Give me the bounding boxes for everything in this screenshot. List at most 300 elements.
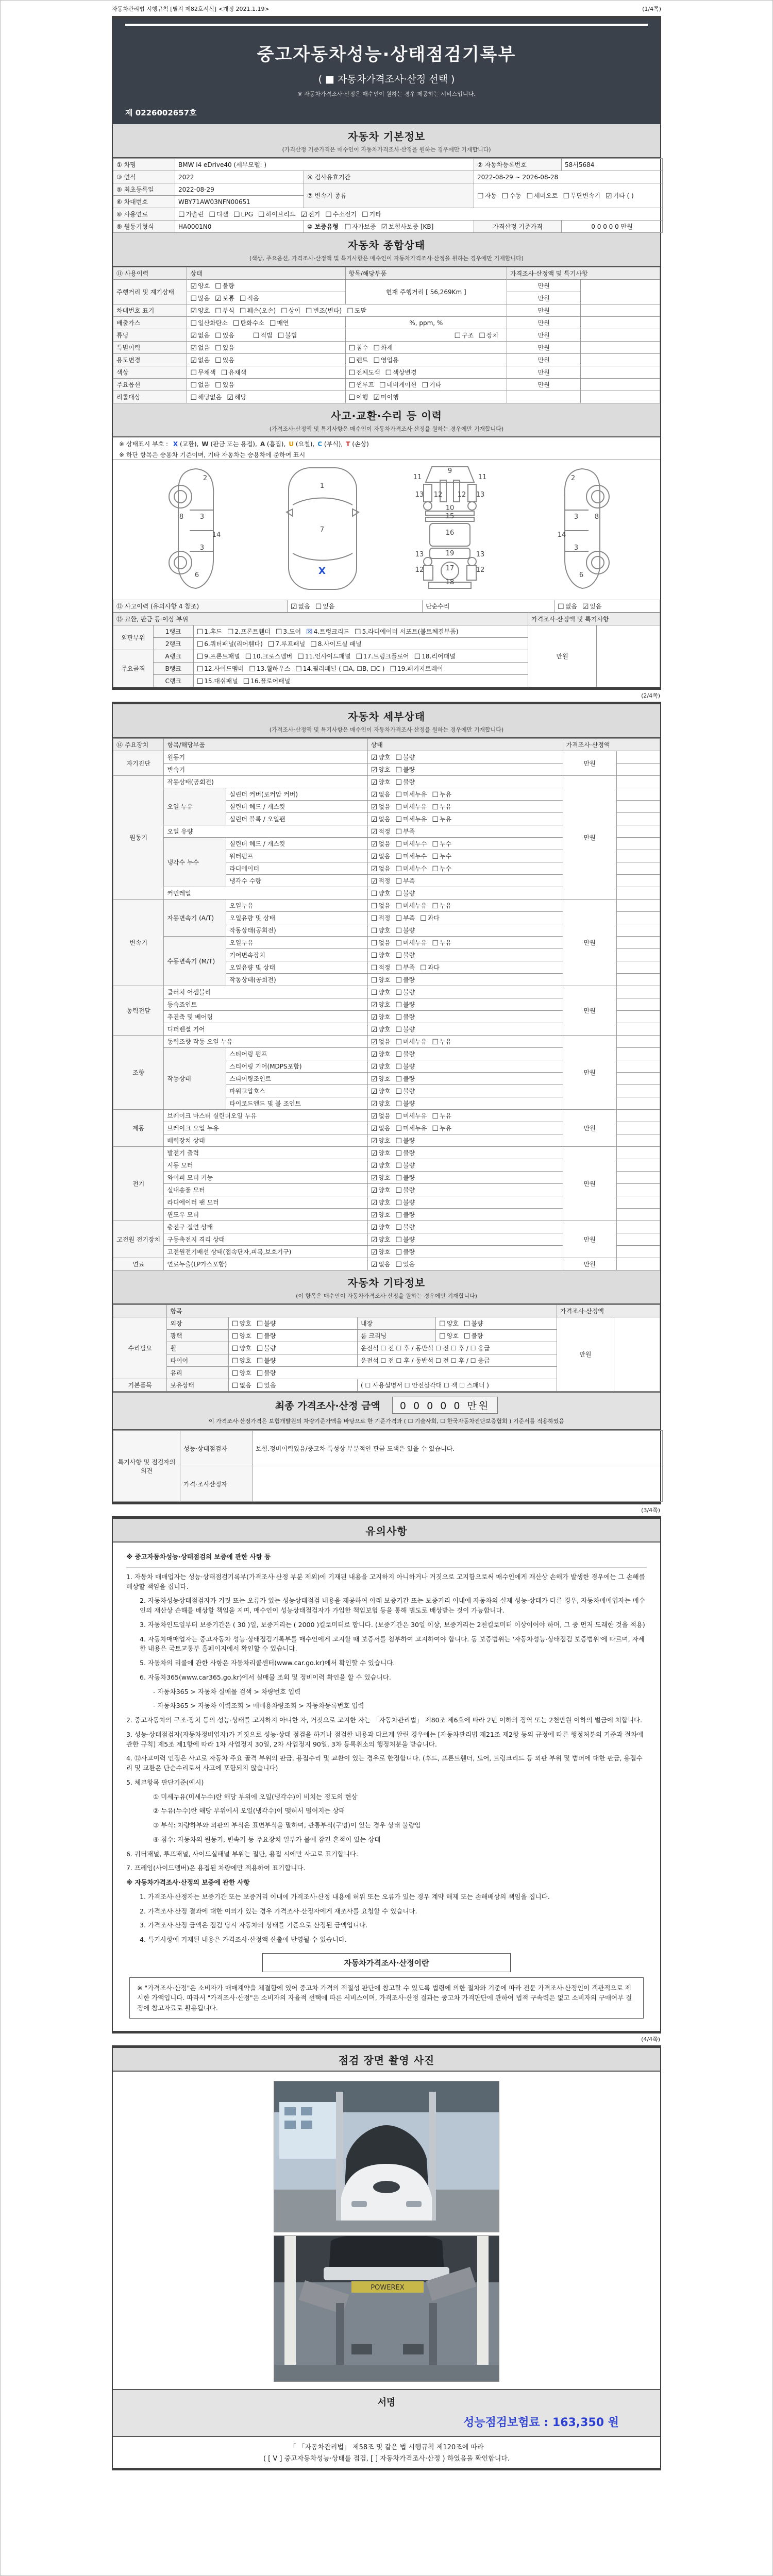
- checkbox-option[interactable]: [371, 1198, 391, 1207]
- checkbox-option[interactable]: [257, 1356, 276, 1365]
- checked-checkbox-icon[interactable]: ☑: [371, 1100, 378, 1108]
- checked-checkbox-icon[interactable]: ☑: [371, 853, 378, 861]
- unchecked-checkbox-icon[interactable]: ☐: [371, 976, 378, 985]
- unchecked-checkbox-icon[interactable]: ☐: [215, 307, 222, 315]
- checkbox-option[interactable]: [395, 1049, 415, 1058]
- checkbox-option[interactable]: [390, 664, 443, 673]
- checkbox-option[interactable]: [395, 901, 427, 910]
- unchecked-checkbox-icon[interactable]: ☐: [463, 1320, 470, 1328]
- checkbox-option[interactable]: [395, 802, 427, 811]
- checked-checkbox-icon[interactable]: ☑: [371, 1224, 378, 1232]
- unchecked-checkbox-icon[interactable]: ☐: [395, 1100, 402, 1108]
- unchecked-checkbox-icon[interactable]: ☐: [395, 1248, 402, 1257]
- checkbox-option[interactable]: [395, 1124, 427, 1132]
- checkbox-option[interactable]: [371, 988, 391, 996]
- checkbox-option[interactable]: [276, 627, 301, 636]
- checkbox-option[interactable]: [395, 988, 415, 996]
- unchecked-checkbox-icon[interactable]: ☐: [390, 665, 397, 673]
- checkbox-option[interactable]: [232, 1331, 251, 1340]
- unchecked-checkbox-icon[interactable]: ☐: [371, 952, 378, 960]
- checkbox-option[interactable]: [395, 1148, 415, 1157]
- unchecked-checkbox-icon[interactable]: ☐: [395, 1001, 402, 1009]
- checked-checkbox-icon[interactable]: ☑: [371, 1174, 378, 1182]
- checkbox-option[interactable]: [371, 1037, 391, 1046]
- checked-checkbox-icon[interactable]: ☑: [300, 211, 307, 219]
- checkbox-option[interactable]: [395, 852, 427, 860]
- unchecked-checkbox-icon[interactable]: ☐: [190, 394, 197, 402]
- unchecked-checkbox-icon[interactable]: ☐: [420, 914, 427, 923]
- checkbox-option[interactable]: [395, 839, 427, 848]
- checkbox-option[interactable]: [395, 815, 427, 823]
- checkbox-option[interactable]: [371, 1235, 391, 1244]
- checkbox-option[interactable]: [243, 676, 291, 685]
- checkbox-option[interactable]: [209, 210, 228, 218]
- checkbox-option[interactable]: [395, 1173, 415, 1182]
- checkbox-option[interactable]: [300, 210, 320, 218]
- unchecked-checkbox-icon[interactable]: ☐: [395, 1174, 402, 1182]
- checkbox-option[interactable]: [232, 1356, 251, 1365]
- checkbox-option[interactable]: [454, 331, 474, 340]
- unchecked-checkbox-icon[interactable]: ☐: [281, 307, 288, 315]
- checked-checkbox-icon[interactable]: ☑: [605, 192, 612, 200]
- checkbox-option[interactable]: [178, 210, 204, 218]
- unchecked-checkbox-icon[interactable]: ☐: [178, 211, 185, 219]
- checked-checkbox-icon[interactable]: ☑: [371, 1199, 378, 1207]
- checked-checkbox-icon[interactable]: ☑: [371, 1162, 378, 1170]
- checked-checkbox-icon[interactable]: ☑: [371, 1149, 378, 1158]
- checkbox-option[interactable]: [395, 1260, 415, 1268]
- unchecked-checkbox-icon[interactable]: ☐: [558, 603, 564, 611]
- unchecked-checkbox-icon[interactable]: ☐: [232, 319, 240, 328]
- checkbox-option[interactable]: [190, 368, 215, 377]
- unchecked-checkbox-icon[interactable]: ☐: [395, 828, 402, 836]
- checkbox-option[interactable]: [371, 753, 391, 761]
- checkbox-option[interactable]: [190, 306, 210, 315]
- checkbox-option[interactable]: [245, 652, 293, 660]
- unchecked-checkbox-icon[interactable]: ☐: [305, 307, 312, 315]
- unchecked-checkbox-icon[interactable]: ☐: [249, 665, 256, 673]
- unchecked-checkbox-icon[interactable]: ☐: [231, 1320, 239, 1328]
- checkbox-option[interactable]: [215, 343, 234, 352]
- checkbox-option[interactable]: [295, 664, 384, 673]
- unchecked-checkbox-icon[interactable]: ☐: [362, 211, 368, 219]
- unchecked-checkbox-icon[interactable]: ☐: [454, 332, 461, 340]
- unchecked-checkbox-icon[interactable]: ☐: [215, 344, 222, 352]
- checkbox-option[interactable]: [371, 951, 391, 959]
- unchecked-checkbox-icon[interactable]: ☐: [395, 1137, 402, 1145]
- checkbox-option[interactable]: [371, 1111, 391, 1120]
- checkbox-option[interactable]: [395, 1087, 415, 1095]
- checkbox-option[interactable]: [432, 864, 451, 873]
- checkbox-option[interactable]: [395, 1198, 415, 1207]
- unchecked-checkbox-icon[interactable]: ☐: [439, 1332, 446, 1341]
- checkbox-option[interactable]: [257, 1319, 276, 1328]
- checked-checkbox-icon[interactable]: ☑: [371, 766, 378, 774]
- unchecked-checkbox-icon[interactable]: ☐: [215, 381, 222, 389]
- checked-checkbox-icon[interactable]: ☑: [227, 394, 233, 402]
- checkbox-option[interactable]: [291, 602, 310, 611]
- unchecked-checkbox-icon[interactable]: ☐: [526, 192, 533, 200]
- unchecked-checkbox-icon[interactable]: ☐: [501, 192, 509, 200]
- checkbox-option[interactable]: [606, 191, 634, 200]
- checkbox-option[interactable]: [253, 331, 273, 340]
- checked-checkbox-icon[interactable]: ☑: [371, 1137, 378, 1145]
- checkbox-option[interactable]: [395, 913, 415, 922]
- unchecked-checkbox-icon[interactable]: ☐: [373, 344, 380, 352]
- unchecked-checkbox-icon[interactable]: ☐: [256, 1320, 263, 1328]
- checkbox-option[interactable]: [432, 802, 451, 811]
- checkbox-option[interactable]: [297, 652, 350, 660]
- checked-checkbox-icon[interactable]: ☑: [582, 603, 589, 611]
- checkbox-option[interactable]: [395, 1210, 415, 1219]
- checkbox-option[interactable]: [432, 901, 451, 910]
- checkbox-option[interactable]: [439, 1319, 459, 1328]
- checkbox-option[interactable]: [371, 827, 391, 836]
- unchecked-checkbox-icon[interactable]: ☐: [196, 665, 204, 673]
- checkbox-option[interactable]: [197, 664, 244, 673]
- checked-checkbox-icon[interactable]: ☑: [371, 865, 378, 873]
- checked-checkbox-icon[interactable]: ☑: [371, 803, 378, 811]
- checkbox-option[interactable]: [371, 963, 391, 972]
- unchecked-checkbox-icon[interactable]: ☐: [256, 1369, 263, 1378]
- checkbox-option[interactable]: [257, 1331, 276, 1340]
- unchecked-checkbox-icon[interactable]: ☐: [395, 766, 402, 774]
- checkbox-option[interactable]: [190, 331, 210, 340]
- checkbox-option[interactable]: [349, 355, 368, 364]
- unchecked-checkbox-icon[interactable]: ☐: [563, 192, 570, 200]
- unchecked-checkbox-icon[interactable]: ☐: [395, 1236, 402, 1244]
- checked-checkbox-icon[interactable]: ☑: [371, 754, 378, 762]
- unchecked-checkbox-icon[interactable]: ☐: [231, 1369, 239, 1378]
- checkbox-option[interactable]: [371, 1074, 391, 1083]
- unchecked-checkbox-icon[interactable]: ☐: [231, 1357, 239, 1365]
- unchecked-checkbox-icon[interactable]: ☐: [190, 295, 197, 303]
- unchecked-checkbox-icon[interactable]: ☐: [215, 357, 222, 365]
- unchecked-checkbox-icon[interactable]: ☐: [395, 989, 402, 997]
- unchecked-checkbox-icon[interactable]: ☐: [395, 754, 402, 762]
- checkbox-option[interactable]: [371, 802, 391, 811]
- checkbox-option[interactable]: [395, 926, 415, 935]
- unchecked-checkbox-icon[interactable]: ☐: [414, 653, 421, 661]
- unchecked-checkbox-icon[interactable]: ☐: [395, 865, 402, 873]
- unchecked-checkbox-icon[interactable]: ☐: [315, 603, 322, 611]
- checkbox-option[interactable]: [395, 951, 415, 959]
- checkbox-option[interactable]: [439, 1331, 459, 1340]
- checkbox-option[interactable]: [371, 889, 391, 897]
- unchecked-checkbox-icon[interactable]: ☐: [221, 369, 228, 377]
- unchecked-checkbox-icon[interactable]: ☐: [395, 964, 402, 972]
- unchecked-checkbox-icon[interactable]: ☐: [371, 927, 378, 935]
- checkbox-option[interactable]: [257, 1368, 276, 1377]
- checkbox-option[interactable]: [371, 1124, 391, 1132]
- unchecked-checkbox-icon[interactable]: ☐: [477, 192, 484, 200]
- checked-checkbox-icon[interactable]: ☑: [371, 1187, 378, 1195]
- checkbox-option[interactable]: [371, 901, 391, 910]
- checkbox-option[interactable]: [371, 1161, 391, 1170]
- unchecked-checkbox-icon[interactable]: ☐: [395, 1088, 402, 1096]
- checkbox-option[interactable]: [420, 913, 440, 922]
- unchecked-checkbox-icon[interactable]: ☐: [258, 211, 265, 219]
- checkbox-option[interactable]: [233, 318, 264, 327]
- checkbox-option[interactable]: [371, 1260, 391, 1268]
- checkbox-option[interactable]: [464, 1331, 483, 1340]
- unchecked-checkbox-icon[interactable]: ☐: [209, 211, 215, 219]
- checkbox-option[interactable]: [371, 1000, 391, 1009]
- unchecked-checkbox-icon[interactable]: ☐: [395, 927, 402, 935]
- unchecked-checkbox-icon[interactable]: ☐: [310, 640, 317, 649]
- unchecked-checkbox-icon[interactable]: ☐: [395, 914, 402, 923]
- checkbox-option[interactable]: [395, 1111, 427, 1120]
- unchecked-checkbox-icon[interactable]: ☐: [395, 1038, 402, 1046]
- checked-checkbox-icon[interactable]: ☑: [371, 791, 378, 799]
- unchecked-checkbox-icon[interactable]: ☐: [295, 665, 302, 673]
- checkbox-option[interactable]: [422, 380, 441, 389]
- checkbox-option[interactable]: [258, 210, 296, 218]
- checkbox-option[interactable]: [371, 852, 391, 860]
- checkbox-option[interactable]: [373, 343, 393, 352]
- checkbox-option[interactable]: [349, 343, 368, 352]
- checkbox-option[interactable]: [257, 1381, 276, 1389]
- unchecked-checkbox-icon[interactable]: ☐: [256, 1332, 263, 1341]
- checkbox-option[interactable]: [464, 1319, 483, 1328]
- unchecked-checkbox-icon[interactable]: ☐: [348, 381, 356, 389]
- checkbox-option[interactable]: [215, 306, 234, 315]
- checkbox-option[interactable]: [325, 210, 357, 218]
- checkbox-option[interactable]: [395, 1037, 427, 1046]
- unchecked-checkbox-icon[interactable]: ☐: [395, 1224, 402, 1232]
- checkbox-option[interactable]: [190, 380, 210, 389]
- checkbox-option[interactable]: [395, 1000, 415, 1009]
- unchecked-checkbox-icon[interactable]: ☐: [432, 803, 439, 811]
- checkbox-option[interactable]: [215, 331, 234, 340]
- checkbox-option[interactable]: [190, 281, 210, 290]
- unchecked-checkbox-icon[interactable]: ☐: [432, 939, 439, 947]
- unchecked-checkbox-icon[interactable]: ☐: [348, 357, 356, 365]
- unchecked-checkbox-icon[interactable]: ☐: [196, 677, 204, 686]
- unchecked-checkbox-icon[interactable]: ☐: [371, 914, 378, 923]
- unchecked-checkbox-icon[interactable]: ☐: [371, 989, 378, 997]
- checkbox-option[interactable]: [197, 652, 240, 660]
- unchecked-checkbox-icon[interactable]: ☐: [215, 282, 222, 291]
- checkbox-option[interactable]: [371, 1025, 391, 1033]
- checkbox-option[interactable]: [347, 306, 366, 315]
- checkbox-option[interactable]: [227, 393, 246, 401]
- unchecked-checkbox-icon[interactable]: ☐: [379, 381, 386, 389]
- unchecked-checkbox-icon[interactable]: ☐: [385, 369, 392, 377]
- checkbox-option[interactable]: [227, 627, 271, 636]
- unchecked-checkbox-icon[interactable]: ☐: [190, 381, 197, 389]
- checked-checkbox-icon[interactable]: ☑: [190, 357, 197, 365]
- checkbox-option[interactable]: [395, 1223, 415, 1231]
- checkbox-option[interactable]: [432, 1037, 451, 1046]
- checkbox-option[interactable]: [395, 975, 415, 984]
- checkbox-option[interactable]: [371, 926, 391, 935]
- checked-checkbox-icon[interactable]: ☑: [371, 778, 378, 787]
- unchecked-checkbox-icon[interactable]: ☐: [325, 211, 332, 219]
- checkbox-option[interactable]: [371, 777, 391, 786]
- checkbox-option[interactable]: [395, 827, 415, 836]
- checkbox-option[interactable]: [371, 839, 391, 848]
- unchecked-checkbox-icon[interactable]: ☐: [371, 939, 378, 947]
- checkbox-option[interactable]: [432, 839, 451, 848]
- checkbox-option[interactable]: [249, 664, 290, 673]
- unchecked-checkbox-icon[interactable]: ☐: [422, 381, 429, 389]
- checkbox-option[interactable]: [371, 938, 391, 947]
- unchecked-checkbox-icon[interactable]: ☐: [395, 952, 402, 960]
- checkbox-option[interactable]: [215, 380, 234, 389]
- unchecked-checkbox-icon[interactable]: ☐: [395, 1050, 402, 1059]
- checkbox-option[interactable]: [356, 652, 409, 660]
- unchecked-checkbox-icon[interactable]: ☐: [269, 319, 276, 328]
- unchecked-checkbox-icon[interactable]: ☐: [395, 1063, 402, 1071]
- checkbox-option[interactable]: [395, 876, 415, 885]
- checkbox-option[interactable]: [371, 975, 391, 984]
- checked-checkbox-icon[interactable]: ☑: [371, 840, 378, 849]
- unchecked-checkbox-icon[interactable]: ☐: [395, 840, 402, 849]
- checked-checkbox-icon[interactable]: ☑: [371, 1026, 378, 1034]
- checked-checkbox-icon[interactable]: ☑: [371, 828, 378, 836]
- unchecked-checkbox-icon[interactable]: ☐: [348, 344, 356, 352]
- unchecked-checkbox-icon[interactable]: ☐: [347, 307, 354, 315]
- unchecked-checkbox-icon[interactable]: ☐: [371, 902, 378, 910]
- unchecked-checkbox-icon[interactable]: ☐: [432, 840, 439, 849]
- checkbox-option[interactable]: [362, 210, 381, 218]
- checkbox-option[interactable]: [432, 815, 451, 823]
- checked-checkbox-icon[interactable]: ☑: [371, 816, 378, 824]
- checkbox-option[interactable]: [197, 639, 263, 648]
- unchecked-checkbox-icon[interactable]: ☐: [371, 890, 378, 898]
- checked-checkbox-icon[interactable]: ☑: [371, 1125, 378, 1133]
- unchecked-checkbox-icon[interactable]: ☐: [395, 976, 402, 985]
- checked-checkbox-icon[interactable]: ☑: [190, 282, 197, 291]
- checkbox-option[interactable]: [395, 938, 427, 947]
- checkbox-option[interactable]: [232, 1344, 251, 1352]
- checkbox-option[interactable]: [379, 380, 417, 389]
- unchecked-checkbox-icon[interactable]: ☐: [277, 332, 284, 340]
- checkbox-option[interactable]: [349, 393, 368, 401]
- checkbox-option[interactable]: [240, 306, 276, 315]
- checkbox-option[interactable]: [268, 639, 305, 648]
- unchecked-checkbox-icon[interactable]: ☐: [479, 332, 485, 340]
- unchecked-checkbox-icon[interactable]: ☐: [196, 628, 204, 636]
- unchecked-checkbox-icon[interactable]: ☐: [190, 369, 197, 377]
- checkbox-option[interactable]: [190, 393, 222, 401]
- checkbox-option[interactable]: [395, 777, 415, 786]
- unchecked-checkbox-icon[interactable]: ☐: [256, 1357, 263, 1365]
- checkbox-option[interactable]: [278, 331, 297, 340]
- checked-checkbox-icon[interactable]: ☑: [290, 603, 297, 611]
- checked-checkbox-icon[interactable]: ☑: [371, 1013, 378, 1022]
- checkbox-option[interactable]: [240, 294, 259, 302]
- checkbox-option[interactable]: [395, 1074, 415, 1083]
- checkbox-option[interactable]: [432, 1111, 451, 1120]
- checkbox-option[interactable]: [371, 1049, 391, 1058]
- unchecked-checkbox-icon[interactable]: ☐: [395, 1149, 402, 1158]
- checkbox-option[interactable]: [371, 815, 391, 823]
- unchecked-checkbox-icon[interactable]: ☐: [231, 1345, 239, 1353]
- unchecked-checkbox-icon[interactable]: ☐: [243, 677, 250, 686]
- unchecked-checkbox-icon[interactable]: ☐: [344, 223, 351, 231]
- checkbox-option[interactable]: [281, 306, 300, 315]
- checked-checkbox-icon[interactable]: ☑: [371, 1050, 378, 1059]
- checkbox-option[interactable]: [432, 852, 451, 860]
- checkbox-option[interactable]: [232, 1368, 251, 1377]
- unchecked-checkbox-icon[interactable]: ☐: [253, 332, 260, 340]
- checked-checkbox-icon[interactable]: ☑: [371, 1261, 378, 1269]
- checkbox-option[interactable]: [257, 1344, 276, 1352]
- checkbox-option[interactable]: [395, 1025, 415, 1033]
- checkbox-option[interactable]: [395, 753, 415, 761]
- checkbox-option[interactable]: [190, 294, 210, 302]
- unchecked-checkbox-icon[interactable]: ☐: [395, 1187, 402, 1195]
- checkbox-option[interactable]: [371, 876, 391, 885]
- unchecked-checkbox-icon[interactable]: ☐: [395, 939, 402, 947]
- checked-checkbox-icon[interactable]: ☑: [371, 1211, 378, 1219]
- unchecked-checkbox-icon[interactable]: ☐: [395, 1026, 402, 1034]
- checked-checkbox-icon[interactable]: ☑: [371, 1075, 378, 1083]
- unchecked-checkbox-icon[interactable]: ☐: [395, 890, 402, 898]
- unchecked-checkbox-icon[interactable]: ☐: [215, 332, 222, 340]
- unchecked-checkbox-icon[interactable]: ☐: [439, 1320, 446, 1328]
- unchecked-checkbox-icon[interactable]: ☐: [395, 791, 402, 799]
- checkbox-option[interactable]: [190, 343, 210, 352]
- unchecked-checkbox-icon[interactable]: ☐: [395, 778, 402, 787]
- checkbox-option[interactable]: [270, 318, 289, 327]
- unchecked-checkbox-icon[interactable]: ☐: [463, 1332, 470, 1341]
- unchecked-checkbox-icon[interactable]: ☐: [267, 640, 275, 649]
- checkbox-option[interactable]: [479, 331, 498, 340]
- checked-checkbox-icon[interactable]: ☑: [371, 1001, 378, 1009]
- checkbox-option[interactable]: [345, 222, 376, 231]
- unchecked-checkbox-icon[interactable]: ☐: [432, 865, 439, 873]
- checkbox-option[interactable]: [395, 1247, 415, 1256]
- checkbox-option[interactable]: [371, 1012, 391, 1021]
- checkbox-option[interactable]: [395, 1136, 415, 1145]
- unchecked-checkbox-icon[interactable]: ☐: [239, 307, 246, 315]
- blue-x-checkbox-icon[interactable]: ☒: [306, 628, 313, 636]
- checkbox-option[interactable]: [355, 627, 458, 636]
- unchecked-checkbox-icon[interactable]: ☐: [395, 803, 402, 811]
- checked-checkbox-icon[interactable]: ☑: [371, 1088, 378, 1096]
- checkbox-option[interactable]: [395, 889, 415, 897]
- unchecked-checkbox-icon[interactable]: ☐: [432, 1038, 439, 1046]
- unchecked-checkbox-icon[interactable]: ☐: [432, 1112, 439, 1121]
- checkbox-option[interactable]: [315, 602, 335, 611]
- checked-checkbox-icon[interactable]: ☑: [381, 223, 388, 231]
- checkbox-option[interactable]: [395, 1012, 415, 1021]
- checkbox-option[interactable]: [558, 602, 577, 611]
- checkbox-option[interactable]: [373, 393, 398, 401]
- checkbox-option[interactable]: [371, 1210, 391, 1219]
- checkbox-option[interactable]: [371, 1136, 391, 1145]
- checkbox-option[interactable]: [232, 1381, 251, 1389]
- unchecked-checkbox-icon[interactable]: ☐: [420, 964, 427, 972]
- checkbox-option[interactable]: [371, 913, 391, 922]
- checkbox-option[interactable]: [371, 790, 391, 799]
- checkbox-option[interactable]: [395, 1185, 415, 1194]
- checked-checkbox-icon[interactable]: ☑: [190, 332, 197, 340]
- unchecked-checkbox-icon[interactable]: ☐: [297, 653, 304, 661]
- checkbox-option[interactable]: [310, 639, 361, 648]
- unchecked-checkbox-icon[interactable]: ☐: [231, 1332, 239, 1341]
- checkbox-option[interactable]: [477, 191, 497, 200]
- unchecked-checkbox-icon[interactable]: ☐: [432, 816, 439, 824]
- checkbox-option[interactable]: [432, 938, 451, 947]
- checkbox-option[interactable]: [395, 1161, 415, 1170]
- unchecked-checkbox-icon[interactable]: ☐: [190, 319, 197, 328]
- unchecked-checkbox-icon[interactable]: ☐: [371, 964, 378, 972]
- checkbox-option[interactable]: [371, 1223, 391, 1231]
